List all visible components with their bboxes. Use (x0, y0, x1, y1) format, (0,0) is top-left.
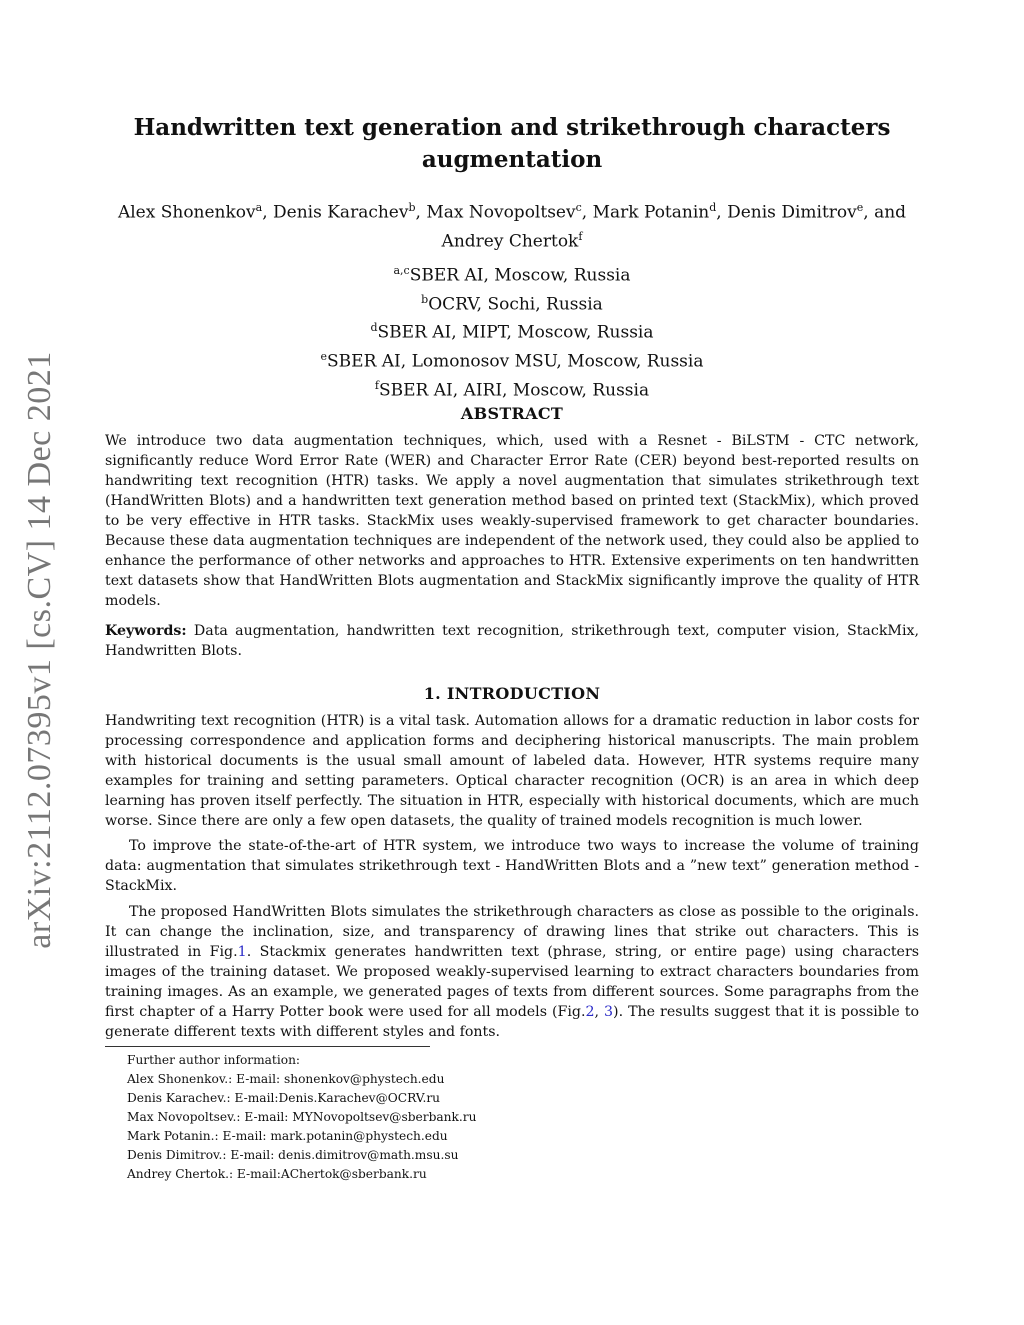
reference-separator: , (594, 1004, 605, 1020)
figure-reference-link[interactable]: 1 (237, 944, 247, 960)
affiliation-list (105, 259, 919, 402)
author-sup: b (408, 201, 416, 214)
affiliation-text: SBER AI, Lomonosov MSU, Moscow, Russia (327, 351, 704, 372)
keywords (105, 621, 919, 661)
footnotes (127, 1051, 727, 1184)
footnote-line: Denis Dimitrov.: E-mail: denis.dimitrov@math.msu.su (127, 1148, 459, 1162)
affiliation (105, 374, 919, 403)
paper-title: Handwritten text generation and strikethrough characters augmentation (133, 114, 891, 173)
figure-reference-link[interactable]: 3 (604, 1004, 614, 1020)
paragraph-text: ). The results suggest that it is possible to generate different texts with different styles and fonts. (105, 1004, 920, 1040)
abstract-heading: ABSTRACT (460, 404, 564, 423)
author-name: Denis Karachev (273, 202, 409, 223)
affiliation-sup: d (370, 321, 378, 335)
affiliation-text: OCRV, Sochi, Russia (428, 294, 603, 315)
introduction-paragraph: To improve the state-of-the-art of HTR system, we introduce two ways to increase the volume of training data: augmentation that simulates strikethrough text - HandWritten Blots and a ”new text” generation method - StackMix. (105, 838, 919, 894)
affiliation-text: SBER AI, MIPT, Moscow, Russia (377, 322, 654, 343)
paragraph-text: The proposed HandWritten Blots simulates the strikethrough characters as close as possible to the originals. It can change the inclination, size, and transparency of drawing lines that strike out characters. This is illustrated in Fig. (105, 904, 919, 960)
keywords-label: Keywords: (105, 623, 187, 639)
author-sup: e (856, 201, 864, 214)
author-sup: c (575, 201, 582, 214)
introduction-paragraph: Handwriting text recognition (HTR) is a vital task. Automation allows for a dramatic reduction in labor costs for processing correspondence and application forms and deciphering historical manuscripts. The main problem with historical documents is the usual small amount of labeled data. However, HTR systems require many examples for training and setting parameters. Optical character recognition (OCR) is an area in which deep learning has proven itself perfectly. The situation in HTR, especially with historical documents, which are much worse. Since there are only a few open datasets, the quality of trained models recognition is much lower. (105, 713, 919, 829)
author-list: Alex Shonenkov$^a$, Denis Karachev$^b$, Max Novopoltsev$^c$, Mark Potanin$^d$, Denis Dimitrov$^e$, and Andrey Chertok$^f$ (117, 201, 907, 252)
affiliation-sup: e (320, 349, 328, 363)
affiliation (105, 316, 919, 345)
affiliation-text: SBER AI, AIRI, Moscow, Russia (378, 380, 650, 401)
figure-reference-link[interactable]: 2 (585, 1004, 595, 1020)
footnote-line: Mark Potanin.: E-mail: mark.potanin@phystech.edu (127, 1129, 448, 1143)
affiliation-text: SBER AI, Moscow, Russia (409, 265, 631, 286)
footnote-line: Andrey Chertok.: E-mail:AChertok@sberbank.ru (127, 1167, 427, 1181)
affiliation (105, 288, 919, 317)
author-name: Andrey Chertok (441, 231, 579, 252)
arxiv-identifier: arXiv:2112.07395v1 [cs.CV] 14 Dec 2021 (21, 351, 58, 949)
author-sup: f (578, 229, 583, 243)
author-conjunction: and (874, 202, 907, 223)
affiliation-sup: f (374, 378, 379, 392)
paragraph-text: . Stackmix generates handwritten text (phrase, string, or entire page) using characters images of the training dataset. We proposed weakly-supervised learning to extract characters boundaries from training images. As an example, we generated pages of texts from different sources. Some paragraphs from the first chapter of a Harry Potter book were used for all models (Fig. (105, 944, 920, 1020)
keywords-text: Data augmentation, handwritten text recognition, strikethrough text, computer vision, StackMix, Handwritten Blots. (105, 623, 919, 659)
author-name: Alex Shonenkov (117, 202, 256, 223)
footnote-line: Max Novopoltsev.: E-mail: MYNovopoltsev@sberbank.ru (127, 1110, 477, 1124)
footnote-line: Alex Shonenkov.: E-mail: shonenkov@phystech.edu (127, 1072, 445, 1086)
affiliation (105, 259, 919, 288)
introduction-paragraph (105, 902, 919, 1042)
author-sup: d (709, 201, 717, 214)
introduction-heading: 1. INTRODUCTION (423, 684, 601, 703)
affiliation-sup: b (421, 292, 429, 306)
affiliation (105, 345, 919, 374)
abstract-text: We introduce two data augmentation techniques, which, used with a Resnet - BiLSTM - CTC network, significantly reduce Word Error Rate (WER) and Character Error Rate (CER) beyond best-reported results on handwriting text recognition (HTR) tasks. We apply a novel augmentation that simulates strikethrough text (HandWritten Blots) and a handwritten text generation method based on printed text (StackMix), which proved to be very effective in HTR tasks. StackMix uses weakly-supervised framework to get character boundaries. Because these data augmentation techniques are independent of the network used, they could also be applied to enhance the performance of other networks and approaches to HTR. Extensive experiments on ten handwritten text datasets show that HandWritten Blots augmentation and StackMix significantly improve the quality of HTR models. (105, 433, 919, 609)
footnote-line: Denis Karachev.: E-mail:Denis.Karachev@OCRV.ru (127, 1091, 441, 1105)
author-name: Mark Potanin (592, 202, 710, 223)
author-name: Denis Dimitrov (727, 202, 857, 223)
author-name: Max Novopoltsev (426, 202, 576, 223)
affiliation-sup: a,c (393, 264, 410, 277)
footnote-line: Further author information: (127, 1053, 301, 1067)
author-sup: a (255, 201, 263, 214)
footnote-divider (105, 1046, 430, 1047)
